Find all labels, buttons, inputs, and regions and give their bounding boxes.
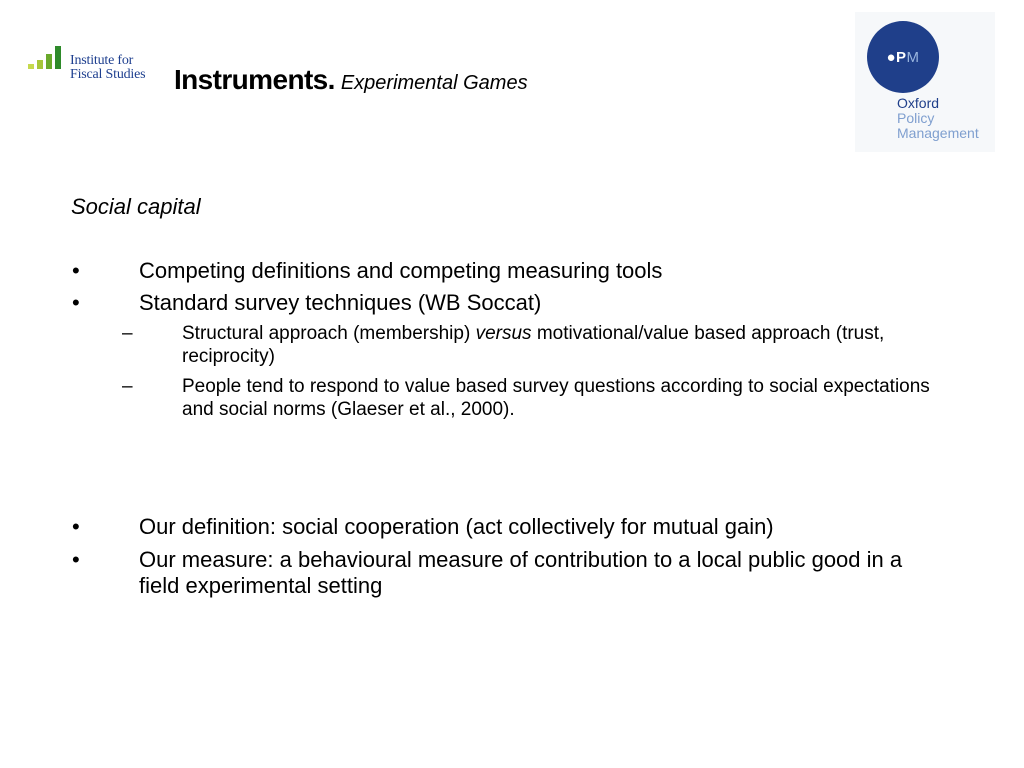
sub-bullet-text: People tend to respond to value based survey questions according to social expectations and social norms (Glaeser et al., 2000). bbox=[182, 376, 930, 420]
sub-bullet-text-before: Structural approach (membership) bbox=[182, 323, 476, 344]
sub-bullet-text bbox=[182, 322, 962, 368]
bullet-text: Our measure: a behavioural measure of contribution to a local public good in a field experimental setting bbox=[139, 547, 903, 598]
bullet-text: Standard survey techniques (WB Soccat) bbox=[139, 290, 542, 315]
title-subtitle: Experimental Games bbox=[340, 72, 528, 94]
title-main: Instruments. bbox=[174, 64, 335, 95]
sub-bullet-mark: – bbox=[122, 376, 133, 397]
section-heading: Social capital bbox=[71, 194, 201, 219]
sub-bullet-emphasis: versus bbox=[475, 323, 532, 344]
bullet-mark: • bbox=[72, 514, 80, 539]
opm-mark-op: ●P bbox=[886, 48, 907, 66]
bullet-item bbox=[0, 258, 1024, 284]
opm-mark-m: M bbox=[906, 48, 920, 66]
bullet-mark: • bbox=[72, 547, 80, 572]
bullet-item bbox=[0, 514, 1024, 540]
bullet-mark: • bbox=[72, 290, 80, 315]
bullet-item bbox=[0, 547, 1024, 599]
sub-bullet-text-after: motivational/value based approach (trust, reciprocity) bbox=[182, 323, 885, 367]
sub-bullet-item bbox=[0, 375, 1024, 421]
opm-logo-line2: Policy bbox=[897, 110, 935, 126]
ifs-logo-line2: Fiscal Studies bbox=[70, 67, 146, 82]
bullet-text: Our definition: social cooperation (act collectively for mutual gain) bbox=[139, 514, 774, 539]
bullet-item bbox=[0, 290, 1024, 316]
bullet-mark: • bbox=[72, 258, 80, 283]
opm-logo-line1: Oxford bbox=[897, 95, 940, 111]
sub-bullet-mark: – bbox=[122, 323, 133, 344]
ifs-logo-line1: Institute for bbox=[70, 53, 134, 68]
bullet-text: Competing definitions and competing measuring tools bbox=[139, 258, 663, 283]
sub-bullet-item bbox=[0, 322, 1024, 368]
opm-logo-line3: Management bbox=[897, 125, 979, 141]
